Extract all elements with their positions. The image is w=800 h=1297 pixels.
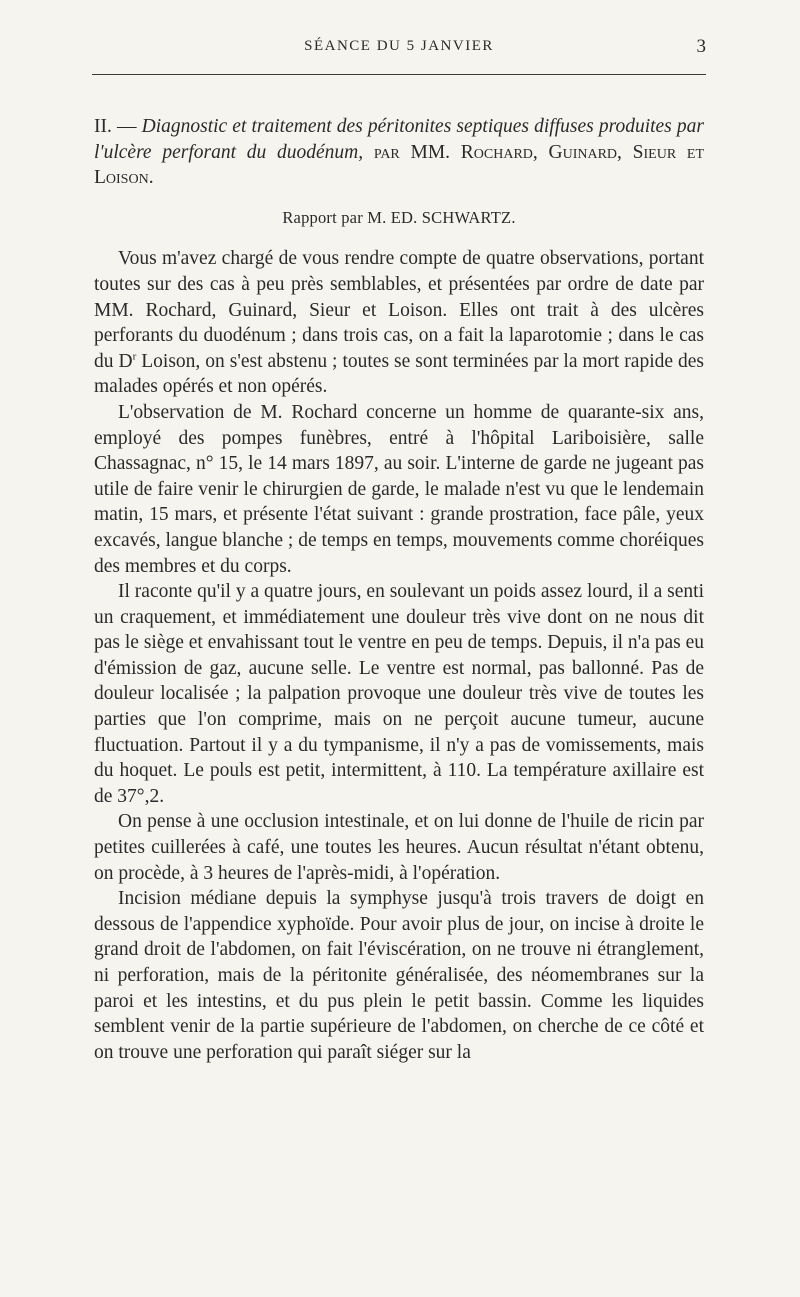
running-title: SÉANCE DU 5 JANVIER [304, 38, 494, 54]
paragraph-3: Il raconte qu'il y a quatre jours, en soulevant un poids assez lourd, il a senti un craquement, et immédiatement une douleur très vive dont on ne nous dit pas le siège et envahissant tout le ventre en peu de temps. Depuis, il n'a pas eu d'émission de gaz, aucune selle. Le ventre est normal, pas ballonné. Pas de douleur localisée ; la palpation provoque une douleur très vive de toutes les parties que l'on comprime, mais on ne perçoit aucune tumeur, aucune fluctuation. Partout il y a du tympanisme, il n'y a pas de vomissements, mais du hoquet. Le pouls est petit, intermittent, à 110. La température axillaire est de 37°,2. [94, 581, 705, 807]
article-number: II. — [94, 116, 142, 137]
report-line: Rapport par M. ED. SCHWARTZ. [282, 207, 516, 227]
article-heading [94, 114, 704, 191]
header-rule [92, 74, 706, 75]
paragraph-1-continuation: Loison, on s'est abstenu ; toutes se sont terminées par la mort rapide des malades opérés et non opérés. [94, 350, 704, 398]
page-content [94, 114, 704, 1065]
article-title: Diagnostic et traitement des péritonites septiques diffuses produites par l'ulcère perforant du duodénum, [94, 116, 704, 163]
paragraph-2: L'observation de M. Rochard concerne un homme de quarante-six ans, employé des pompes funèbres, entré à l'hôpital Lariboisière, salle Chassagnac, n° 15, le 14 mars 1897, au soir. L'interne de garde ne jugeant pas utile de faire venir le chirurgien de garde, le malade n'est vu que le lendemain matin, 15 mars, et présente l'état suivant : grande prostration, face pâle, yeux excavés, langue blanche ; de temps en temps, mouvements comme choréiques des membres et du corps. [94, 401, 704, 577]
paragraph-1-text: Vous m'avez chargé de vous rendre compte de quatre observations, portant toutes sur des cas à peu près semblables, et présentées par ordre de date par MM. Rochard, Guinard, Sieur et Loison. Elles ont trait à des ulcères perforants du duodénum ; dans trois cas, on a fait la laparotomie ; dans le cas du D [94, 248, 704, 372]
running-head [92, 36, 706, 60]
paragraph-4: On pense à une occlusion intestinale, et on lui donne de l'huile de ricin par petites cuillerées à café, une toutes les heures. Aucun résultat n'étant obtenu, on procède, à 3 heures de l'après-midi, à l'opération. [94, 811, 704, 884]
article-authors: par MM. Rochard, Guinard, Sieur et Loison. [94, 141, 704, 189]
page-number: 3 [696, 36, 706, 57]
paragraph-1 [94, 246, 704, 400]
paragraph-5: Incision médiane depuis la symphyse jusqu'à trois travers de doigt en dessous de l'appendice xyphoïde. Pour avoir plus de jour, on incise à droite le grand droit de l'abdomen, on fait l'éviscération, on ne trouve ni étranglement, ni perforation, mais de la péritonite généralisée, des néomembranes sur la paroi et les intestins, et du pus plein le petit bassin. Comme les liquides semblent venir de la partie supérieure de l'abdomen, on cherche de ce côté et on trouve une perforation qui paraît siéger sur la [94, 888, 704, 1063]
paragraph-1-superscript: r [132, 350, 137, 363]
